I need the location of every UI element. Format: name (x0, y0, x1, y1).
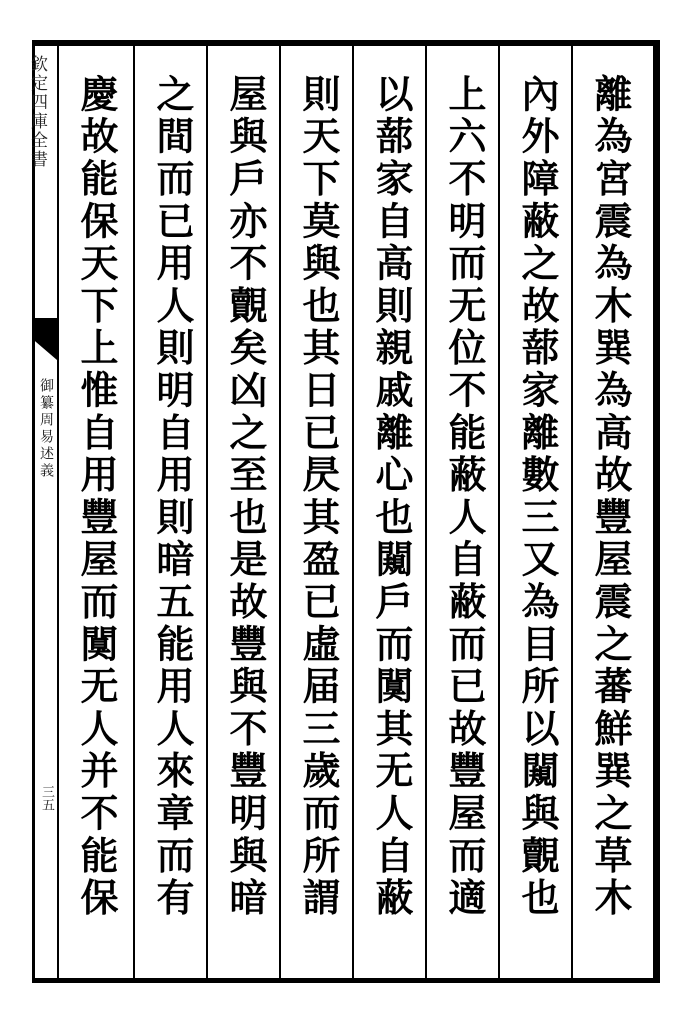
text-column-6: 屋與戶亦不覿矣凶之至也是故豐與不豐明與暗 (223, 74, 268, 920)
margin-strip (27, 46, 59, 978)
text-column-4: 以蔀家自高則親戚離心也闚戶而闃其无人自蔽 (369, 74, 414, 920)
margin-book-title: 御纂周易述義 (38, 378, 54, 480)
margin-page-number: 三五 (39, 785, 54, 811)
text-column-7: 之間而已用人則明自用則暗五能用人來章而有 (150, 74, 195, 920)
text-column-8: 慶故能保天下上惟自用豐屋而闃无人并不能保 (74, 74, 119, 920)
text-column-5: 則天下莫與也其日已昃其盈已虛届三歲而所謂 (296, 74, 341, 920)
text-column-3: 上六不明而无位不能蔽人自蔽而已故豐屋而適 (442, 74, 487, 920)
margin-top-label: 欽定四庫全書 (27, 55, 47, 169)
text-column-2: 內外障蔽之故蔀家離數三又為目所以闚與覿也 (515, 74, 560, 920)
text-column-1: 離為宮震為木巽為高故豐屋震之蕃鮮巽之草木 (588, 74, 633, 920)
column-rule (133, 46, 135, 978)
